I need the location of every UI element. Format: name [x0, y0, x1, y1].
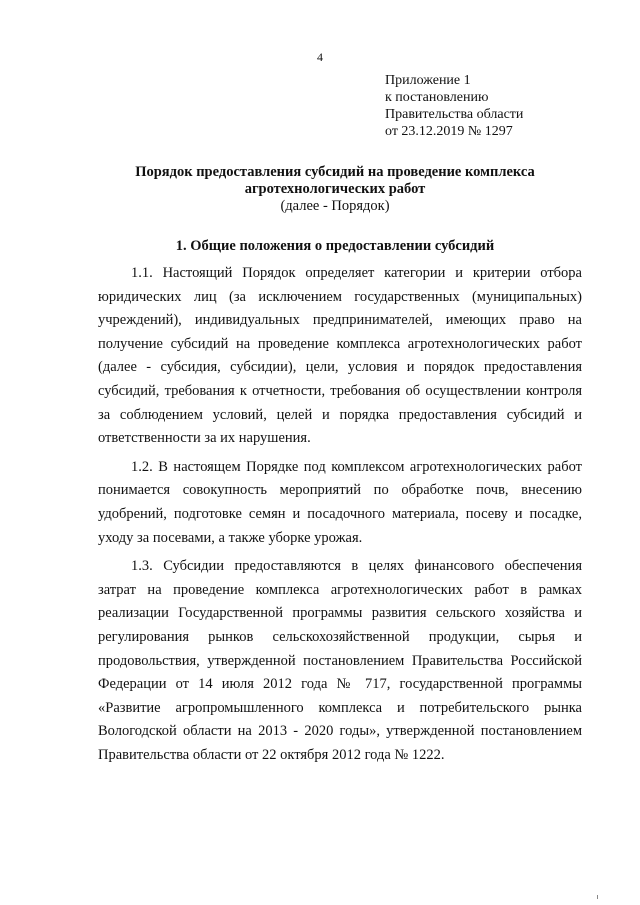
- appendix-line: Правительства области: [385, 107, 524, 122]
- paragraph-1-2: 1.2. В настоящем Порядке под комплексом агротехнологических работ понимается совокупность мероприятий по обработке почв, внесению удобрений, подготовке семян и посадочного материала, посеву и посадке, уходу за посевами, а также уборке урожая.: [98, 458, 582, 546]
- paragraph-1-3: 1.3. Субсидии предоставляются в целях финансового обеспечения затрат на проведение комплекса агротехнологических работ в рамках реализации Государственной программы развития сельского хозяйства и регулирования рынков сельскохозяйственной продукции, сырья и продовольствия, утвержденной постановлением Правительства Российской Федерации от 14 июля 2012 года № 717, государственной программы «Развитие агропромышленного комплекса и потребительского рынка Вологодской области на 2013 - 2020 годы», утвержденной постановлением Правительства области от 22 октября 2012 года № 1222.: [98, 558, 582, 763]
- page-number: 4: [317, 50, 323, 64]
- scan-mark: [597, 895, 598, 899]
- document-title-subtitle: (далее - Порядок): [280, 198, 390, 214]
- appendix-block: [385, 72, 523, 140]
- document-title: [100, 164, 570, 215]
- appendix-line: от 23.12.2019 № 1297: [385, 124, 513, 139]
- section-heading: 1. Общие положения о предоставлении субсидий: [175, 238, 495, 254]
- paragraph-1-1: 1.1. Настоящий Порядок определяет категории и критерии отбора юридических лиц (за исключением государственных (муниципальных) учреждений), индивидуальных предпринимателей, имеющих право на получение субсидий на проведение комплекса агротехнологических работ (далее - субсидия, субсидии), цели, условия и порядок предоставления субсидий, требования к отчетности, требования об осуществлении контроля за соблюдением условий, целей и порядка предоставления субсидий и ответственности за их нарушения.: [98, 265, 582, 447]
- appendix-line: к постановлению: [385, 90, 489, 105]
- document-title-line: Порядок предоставления субсидий на проведение комплекса: [135, 164, 535, 180]
- document-title-line: агротехнологических работ: [244, 181, 426, 197]
- appendix-line: Приложение 1: [385, 73, 471, 88]
- document-body: [98, 262, 582, 772]
